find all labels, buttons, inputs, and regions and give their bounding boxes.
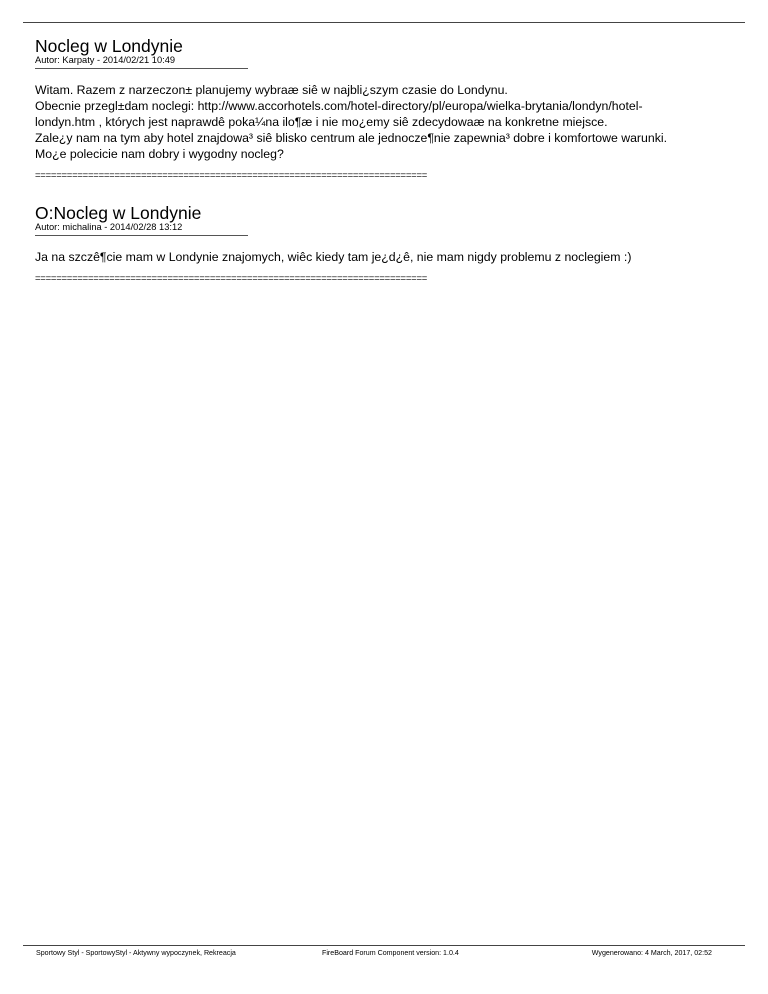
meta-divider [35,235,248,236]
post-body [35,249,735,265]
post-title: O:Nocleg w Londynie [35,203,202,223]
footer-divider [23,945,745,946]
footer-component-version: FireBoard Forum Component version: 1.0.4 [322,949,459,957]
header-divider [23,22,745,23]
post-title: Nocleg w Londynie [35,36,183,56]
post-body-line: Mo¿e polecicie nam dobry i wygodny nocleg? [35,147,284,161]
forum-post [35,37,735,181]
post-author-date: Autor: michalina - 2014/02/28 13:12 [35,222,183,232]
post-body-line: Obecnie przegl±dam noclegi: http://www.accorhotels.com/hotel-directory/pl/europa/wielka-brytania/londyn/hotel- [35,99,643,113]
footer-generated-date: Wygenerowano: 4 March, 2017, 02:52 [591,949,712,957]
meta-divider [35,68,248,69]
footer-site-name: Sportowy Styl - SportowyStyl - Aktywny wypoczynek, Rekreacja [36,949,236,957]
post-separator: ========================================================================== [35,171,428,181]
post-body-line: Witam. Razem z narzeczon± planujemy wybraæ siê w najbli¿szym czasie do Londynu. [35,83,508,97]
post-body-line: Ja na szczê¶cie mam w Londynie znajomych, wiêc kiedy tam je¿d¿ê, nie mam nigdy problemu z noclegiem :) [35,250,632,264]
post-body-line: Zale¿y nam na tym aby hotel znajdowa³ siê blisko centrum ale jednocze¶nie zapewnia³ dobre i komfortowe warunki. [35,131,667,145]
post-separator: ========================================================================== [35,274,428,284]
post-body-line: londyn.htm , których jest naprawdê poka¼na ilo¶æ i nie mo¿emy siê zdecydowaæ na konkretne miejsce. [35,115,608,129]
post-author-date: Autor: Karpaty - 2014/02/21 10:49 [35,55,176,65]
forum-post [35,204,735,284]
post-body [35,82,735,162]
